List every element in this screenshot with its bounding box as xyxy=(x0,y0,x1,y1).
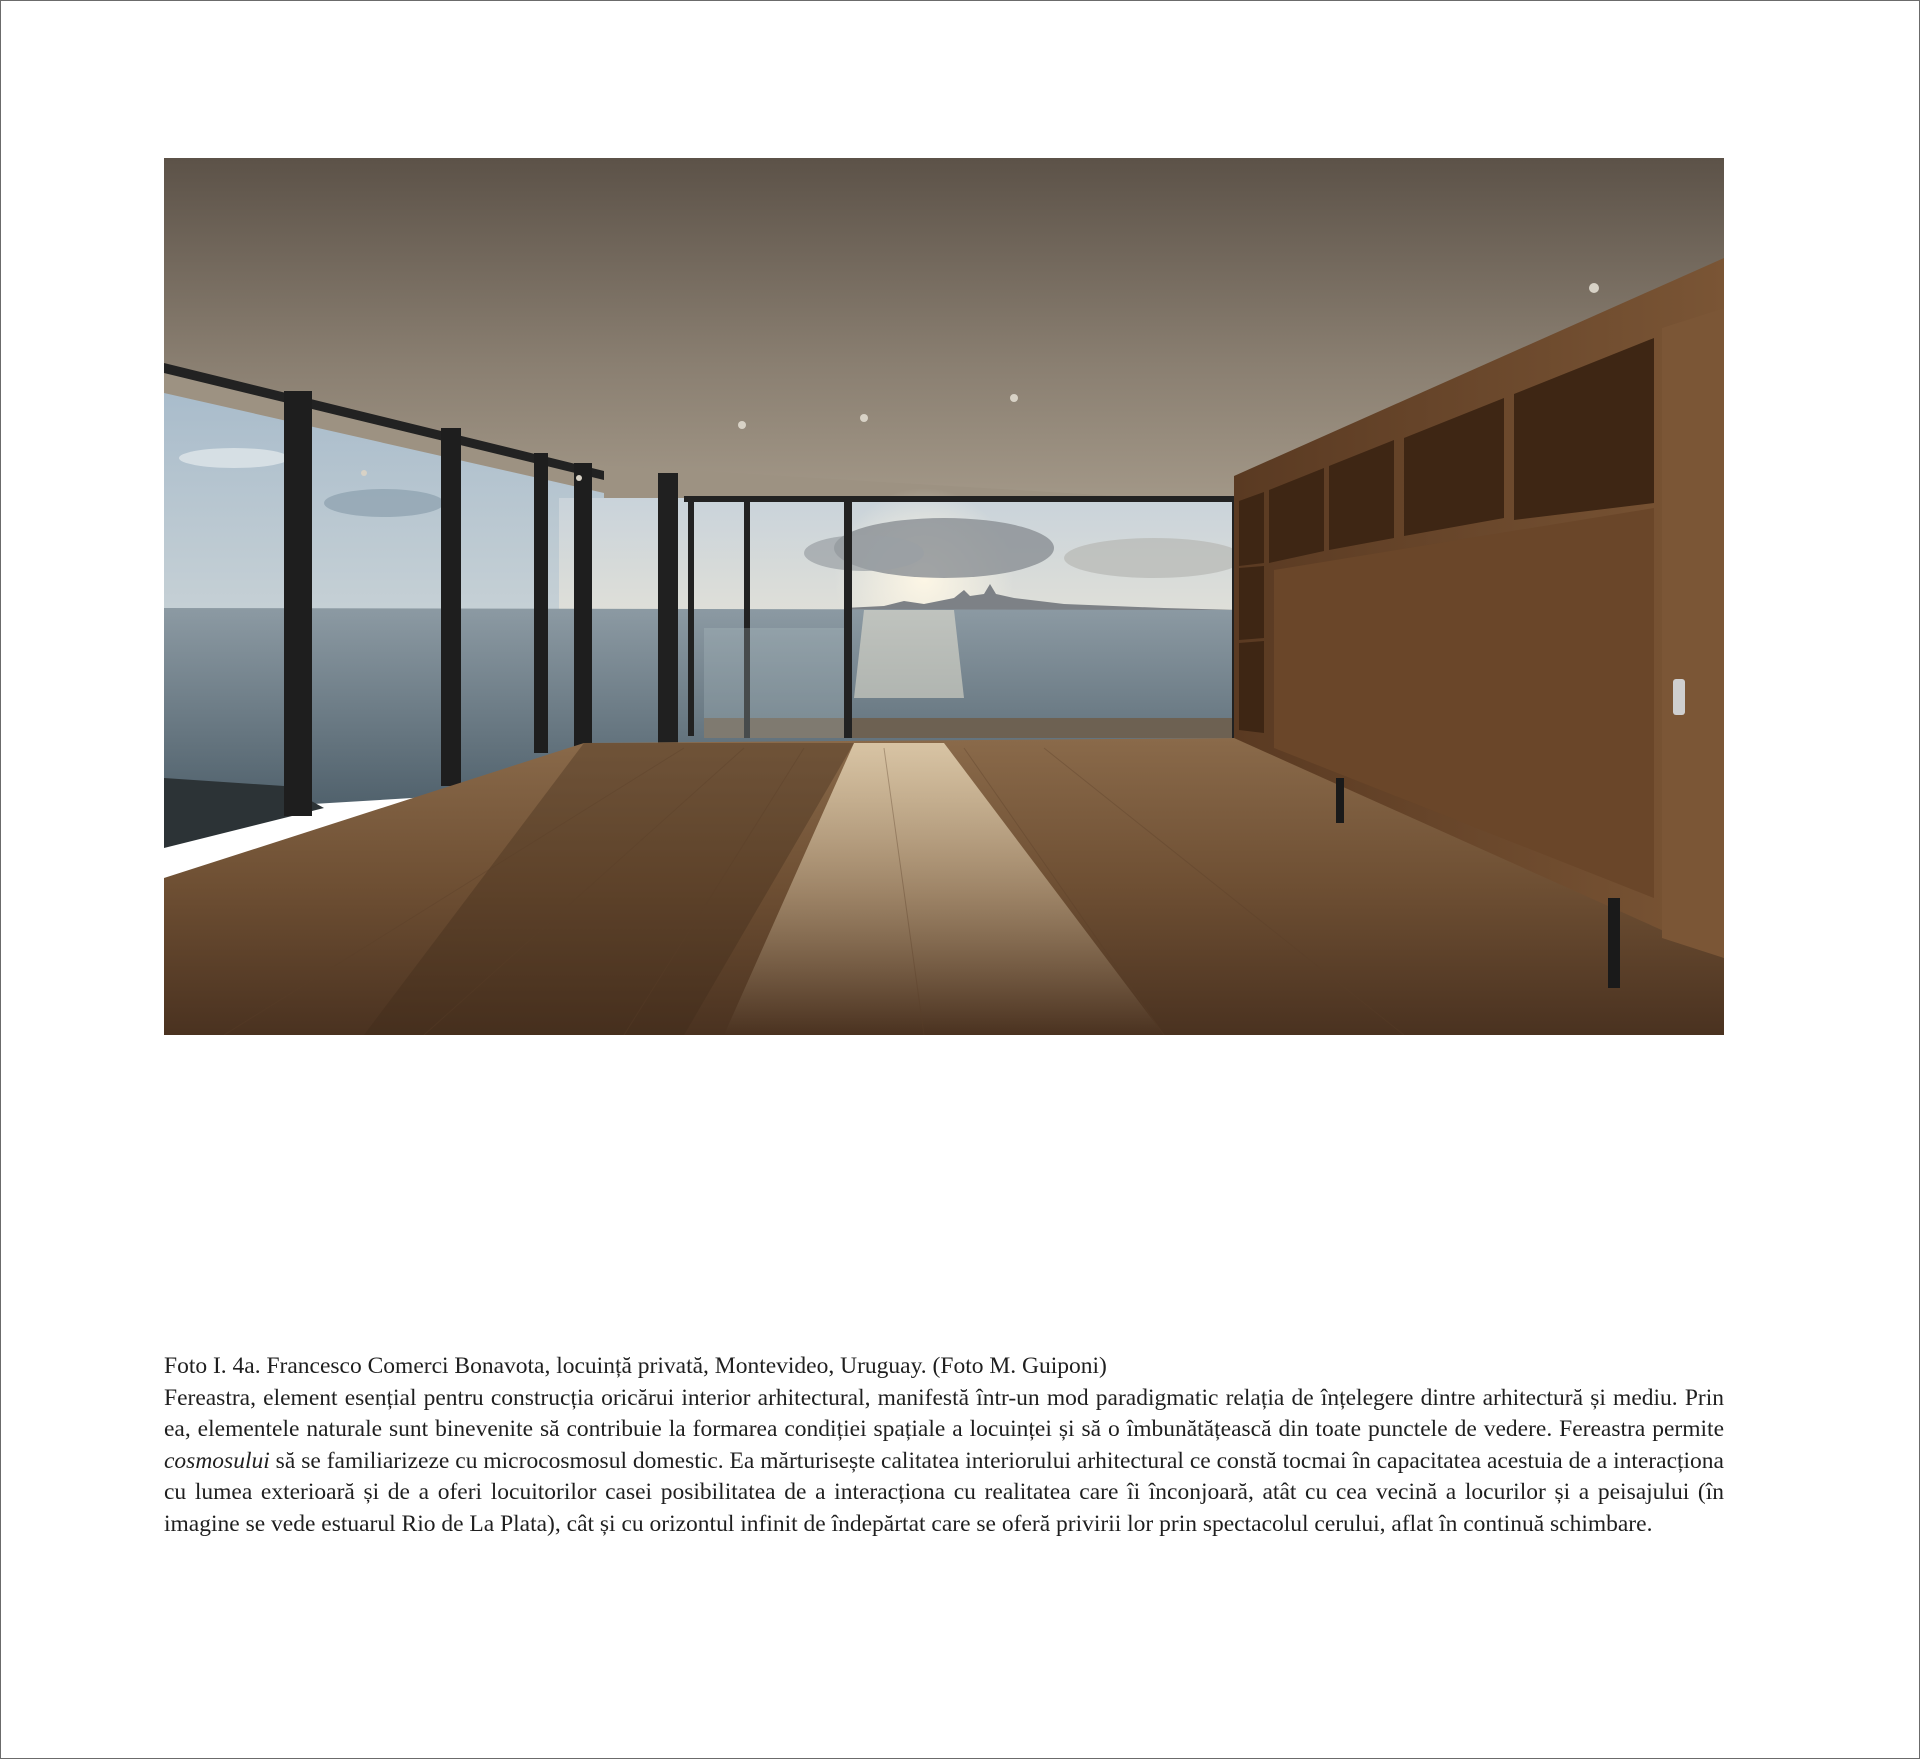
interior-photo-drawing xyxy=(164,158,1724,1035)
caption-body-part-1: Fereastra, element esențial pentru construcția oricărui interior arhitectural, manifestă într-un mod paradigmatic relația de înțelegere dintre arhitectură și mediu. Prin ea, elementele naturale sunt binevenite să contribuie la formarea condiției spațiale a locuinței și să o îmbunătățească din toate punctele de vedere. Fereastra permite xyxy=(164,1384,1724,1442)
caption-body-part-2: să se familiarizeze cu microcosmosul domestic. Ea mărturisește calitatea interiorului arhitectural ce constă tocmai în capacitatea acestuia de a interacționa cu lumea exterioară și de a oferi locuitorilor casei posibilitatea de a interacționa cu realitatea care îi înconjoară, atât cu cea vecină a locurilor și a peisajului (în imagine se vede estuarul Rio de La Plata), cât și cu orizontul infinit de îndepărtat care se oferă privirii lor prin spectacolul cerului, aflat în continuă schimbare. xyxy=(164,1447,1724,1537)
caption-body-italic-term: cosmosului xyxy=(164,1447,270,1474)
caption-title: Foto I. 4a. Francesco Comerci Bonavota, locuință privată, Montevideo, Uruguay. (Foto M. Guiponi) xyxy=(164,1353,1107,1379)
caption-body xyxy=(164,1383,1724,1541)
interior-photo xyxy=(164,158,1724,1035)
figure-caption xyxy=(164,1351,1724,1540)
